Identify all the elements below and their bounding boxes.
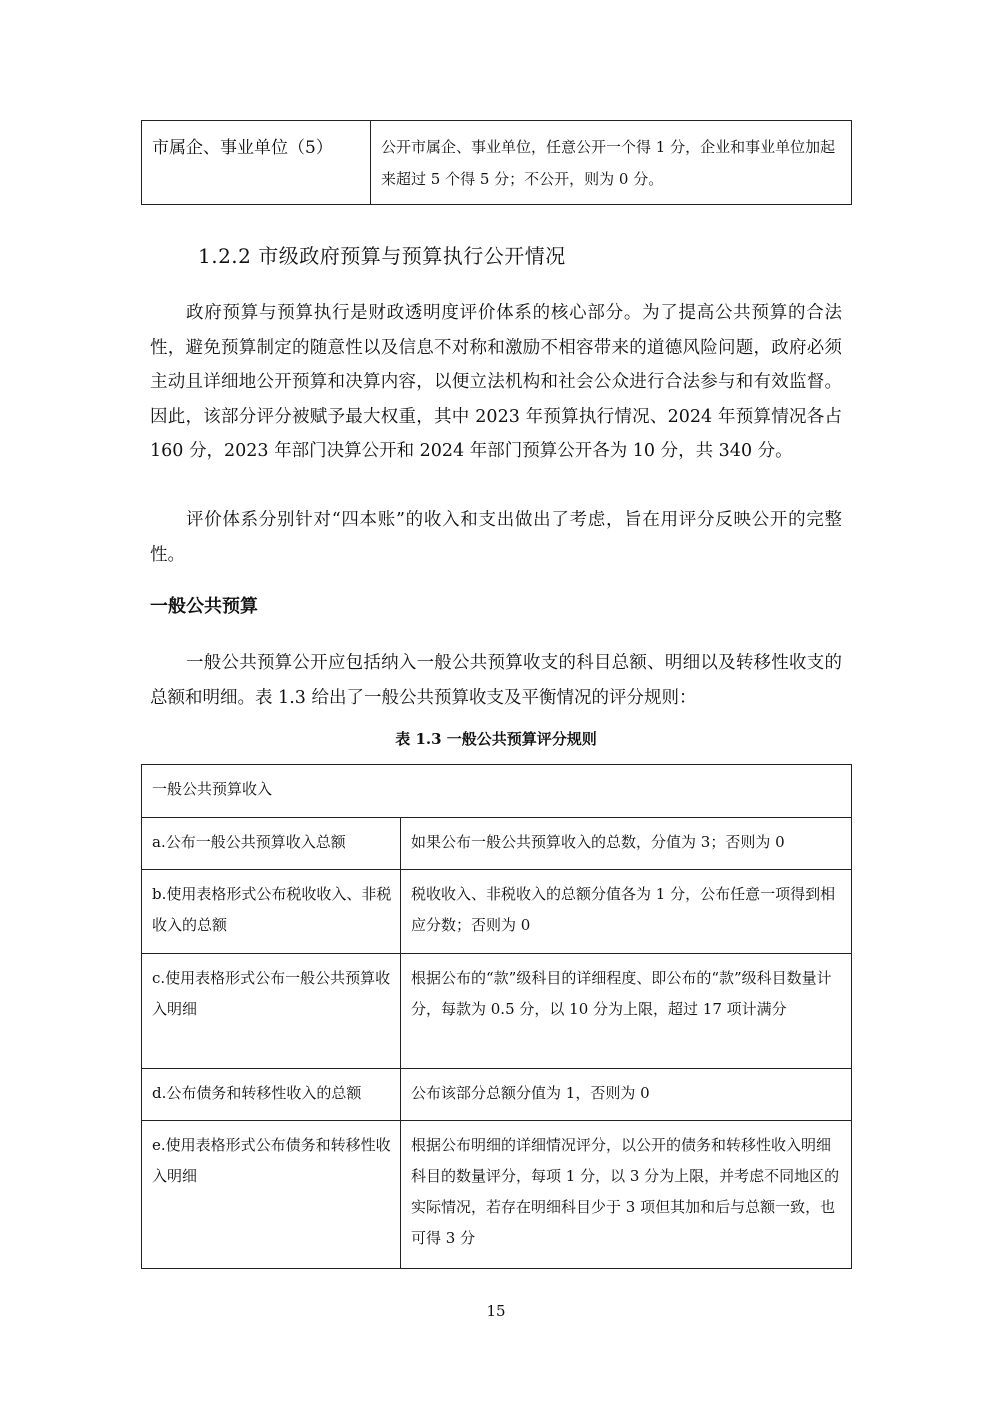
table-cell-rule: 公开市属企、事业单位，任意公开一个得 1 分，企业和事业单位加起来超过 5 个得 5 分；不公开，则为 0 分。 [371, 121, 852, 205]
page-number: 15 [486, 1302, 506, 1320]
section-heading [198, 240, 566, 269]
table-row [142, 870, 852, 954]
table-row [142, 1069, 852, 1121]
table-cell-rule: 根据公布明细的详细情况评分，以公开的债务和转移性收入明细科目的数量评分，每项 1 分，以 3 分为上限，并考虑不同地区的实际情况，若存在明细科目少于 3 项但其加和后与总额一致，也可得 3 分 [401, 1121, 852, 1269]
table-row [142, 121, 852, 205]
body-paragraph: 政府预算与预算执行是财政透明度评价体系的核心部分。为了提高公共预算的合法性，避免预算制定的随意性以及信息不对称和激励不相容带来的道德风险问题，政府必须主动且详细地公开预算和决算内容，以便立法机构和社会公众进行合法参与和有效监督。因此，该部分评分被赋予最大权重，其中 2023 年预算执行情况、2024 年预算情况各占 160 分，2023 年部门决算公开和 2024 年部门预算公开各为 10 分，共 340 分。 [150, 303, 842, 461]
section-number: 1.2.2 [198, 244, 252, 268]
table-cell-rule: 根据公布的“款”级科目的详细程度、即公布的“款”级科目数量计分，每款为 0.5 分，以 10 分为上限，超过 17 项计满分 [401, 954, 852, 1069]
table-cell-rule: 公布该部分总额分值为 1，否则为 0 [401, 1069, 852, 1121]
table-caption: 表 1.3 一般公共预算评分规则 [395, 730, 597, 748]
table-cell-item: d.公布债务和转移性收入的总额 [142, 1069, 401, 1121]
scoring-rule-table [141, 764, 852, 1269]
table-cell-item: 市属企、事业单位（5） [142, 121, 371, 205]
table-cell-item: b.使用表格形式公布税收收入、非税收入的总额 [142, 870, 401, 954]
body-paragraph: 一般公共预算公开应包括纳入一般公共预算收支的科目总额、明细以及转移性收支的总额和明细。表 1.3 给出了一般公共预算收支及平衡情况的评分规则： [150, 653, 842, 708]
table-row [142, 1121, 852, 1269]
section-title-text: 市级政府预算与预算执行公开情况 [258, 244, 566, 268]
table-header-row [142, 765, 852, 818]
subheading: 一般公共预算 [150, 596, 258, 617]
body-paragraph: 评价体系分别针对“四本账”的收入和支出做出了考虑，旨在用评分反映公开的完整性。 [150, 510, 842, 565]
table-cell-item: c.使用表格形式公布一般公共预算收入明细 [142, 954, 401, 1069]
table-cell-item: a.公布一般公共预算收入总额 [142, 818, 401, 870]
table-cell-rule: 税收收入、非税收入的总额分值各为 1 分，公布任意一项得到相应分数；否则为 0 [401, 870, 852, 954]
table-cell-rule: 如果公布一般公共预算收入的总数，分值为 3；否则为 0 [401, 818, 852, 870]
table-row [142, 818, 852, 870]
table-cell-item: e.使用表格形式公布债务和转移性收入明细 [142, 1121, 401, 1269]
table-row [142, 954, 852, 1069]
table-header-cell: 一般公共预算收入 [142, 765, 852, 818]
continued-scoring-table [141, 120, 852, 205]
